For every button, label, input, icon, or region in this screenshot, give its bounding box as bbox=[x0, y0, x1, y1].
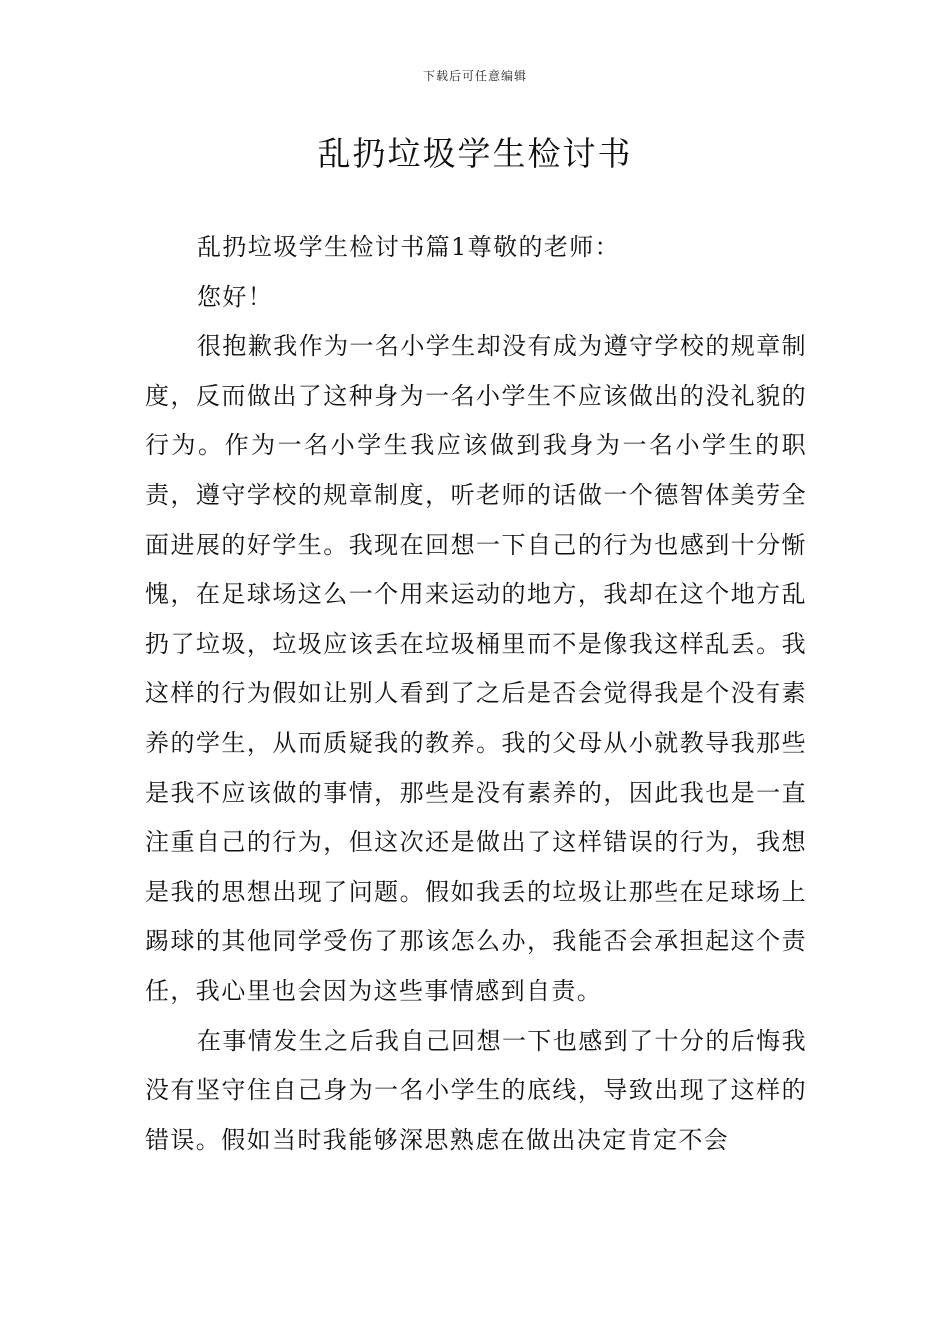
document-body bbox=[145, 223, 807, 1165]
paragraph-body-2: 在事情发生之后我自己回想一下也感到了十分的后悔我没有坚守住自己身为一名小学生的底线，导致出现了这样的错误。假如当时我能够深思熟虑在做出决定肯定不会 bbox=[145, 1026, 807, 1154]
paragraph-greeting: 您好！ bbox=[197, 282, 274, 311]
paragraph-body-1: 很抱歉我作为一名小学生却没有成为遵守学校的规章制度，反而做出了这种身为一名小学生不应该做出的没礼貌的行为。作为一名小学生我应该做到我身为一名小学生的职责，遵守学校的规章制度，听老师的话做一个德智体美劳全面进展的好学生。我现在回想一下自己的行为也感到十分惭愧，在足球场这么一个用来运动的地方，我却在这个地方乱扔了垃圾，垃圾应该丢在垃圾桶里而不是像我这样乱丢。我这样的行为假如让别人看到了之后是否会觉得我是个没有素养的学生，从而质疑我的教养。我的父母从小就教导我那些是我不应该做的事情，那些是没有素养的，因此我也是一直注重自己的行为，但这次还是做出了这样错误的行为，我想是我的思想出现了问题。假如我丢的垃圾让那些在足球场上踢球的其他同学受伤了那该怎么办，我能否会承担起这个责任，我心里也会因为这些事情感到自责。 bbox=[145, 332, 807, 1005]
header-note: 下载后可任意编辑 bbox=[422, 69, 527, 83]
document-title: 乱扔垃圾学生检讨书 bbox=[317, 134, 633, 173]
paragraph-salutation: 乱扔垃圾学生检讨书篇1尊敬的老师： bbox=[197, 233, 621, 261]
